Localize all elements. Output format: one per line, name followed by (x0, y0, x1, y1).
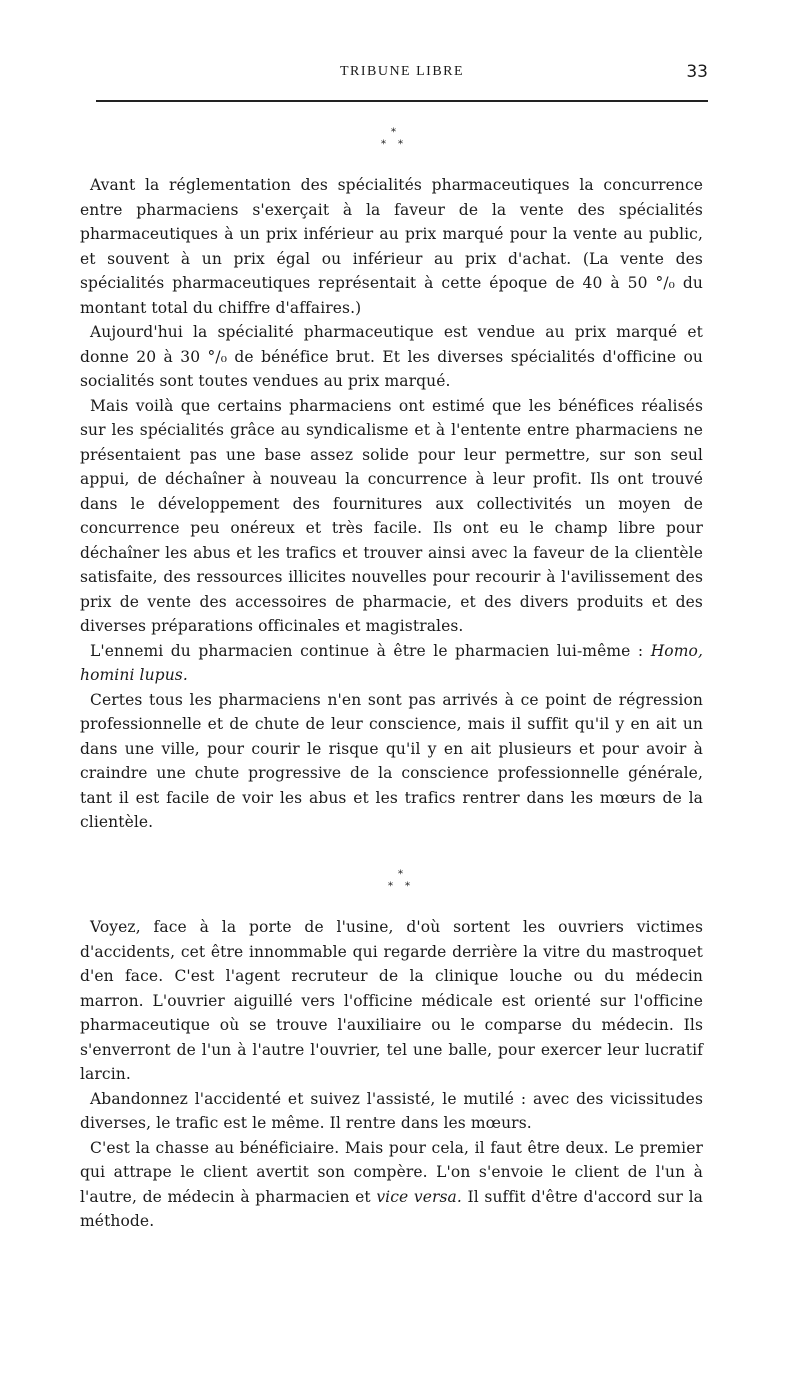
paragraph-text: Il suffit d'être d'accord sur la méthode. (80, 1187, 703, 1230)
asterism-star: * (398, 869, 403, 880)
page-header (96, 62, 708, 90)
section-1-text (80, 173, 703, 835)
paragraph: Abandonnez l'accidenté et suivez l'assisté, le mutilé : avec des vicissitudes diverses, le trafic est le même. Il rentre dans les mœurs. (80, 1089, 703, 1132)
paragraph (80, 1136, 703, 1234)
asterism-star: * (381, 139, 386, 150)
paragraph: Certes tous les pharmaciens n'en sont pas arrivés à ce point de régression professionnelle et de chute de leur conscience, mais il suffit qu'il y en ait un dans une ville, pour courir le risque qu'il y en ait plusieurs et pour avoir à craindre une chute progressive de la conscience professionnelle générale, tant il est facile de voir les abus et les trafics rentrer dans les mœurs de la clientèle. (80, 690, 703, 831)
paragraph: Voyez, face à la porte de l'usine, d'où sortent les ouvriers victimes d'accidents, cet être innommable qui regarde derrière la vitre du mastroquet d'en face. C'est l'agent recruteur de la clinique louche ou du médecin marron. L'ouvrier aiguillé vers l'officine médicale est orienté sur l'officine pharmaceutique où se trouve l'auxiliaire ou le comparse du médecin. Ils s'enverront de l'un à l'autre l'ouvrier, tel une balle, pour exercer leur lucratif larcin. (80, 918, 703, 1083)
header-rule (96, 100, 708, 102)
paragraph (80, 639, 703, 688)
section-2-text (80, 915, 703, 1234)
paragraph: Aujourd'hui la spécialité pharmaceutique est vendue au prix marqué et donne 20 à 30 °/₀ de bénéfice brut. Et les diverses spécialités d'officine ou socialités sont toutes vendues au prix marqué. (80, 323, 703, 390)
asterism-star: * (405, 881, 410, 892)
page-number: 33 (686, 62, 708, 82)
latin-phrase: vice versa. (376, 1187, 462, 1206)
asterism-star: * (391, 127, 396, 138)
paragraph-text: C'est la chasse au bénéficiaire. Mais pour cela, il faut être deux. Le premier qui attrape le client avertit son compère. L'on s'envoie le client de l'un à l'autre, de médecin à pharmacien et (80, 1138, 703, 1206)
paragraph: Avant la réglementation des spécialités pharmaceutiques la concurrence entre pharmaciens s'exerçait à la faveur de la vente des spécialités pharmaceutiques à un prix inférieur au prix marqué pour la vente au public, et souvent à un prix égal ou inférieur au prix d'achat. (La vente des spécialités pharmaceutiques représentait à cette époque de 40 à 50 °/₀ du montant total du chiffre d'affaires.) (80, 176, 703, 317)
asterism-star: * (388, 881, 393, 892)
asterism-star: * (398, 139, 403, 150)
running-title: TRIBUNE LIBRE (339, 64, 465, 79)
asterism-separator-top (0, 128, 800, 158)
asterism-separator-bottom (0, 870, 800, 900)
latin-quote: Homo, homini lupus. (80, 641, 703, 684)
paragraph: Mais voilà que certains pharmaciens ont estimé que les bénéfices réalisés sur les spécialités grâce au syndicalisme et à l'entente entre pharmaciens ne présentaient pas une base assez solide pour leur permettre, sur son seul appui, de déchaîner à nouveau la concurrence à leur profit. Ils ont trouvé dans le développement des fournitures aux collectivités un moyen de concurrence peu onéreux et très facile. Ils ont eu le champ libre pour déchaîner les abus et les trafics et trouver ainsi avec la faveur de la clientèle satisfaite, des ressources illicites nouvelles pour recourir à l'avilissement des prix de vente des accessoires de pharmacie, et des divers produits et des diverses préparations officinales et magistrales. (80, 396, 703, 635)
paragraph-text: L'ennemi du pharmacien continue à être le pharmacien lui-même : (90, 641, 651, 660)
